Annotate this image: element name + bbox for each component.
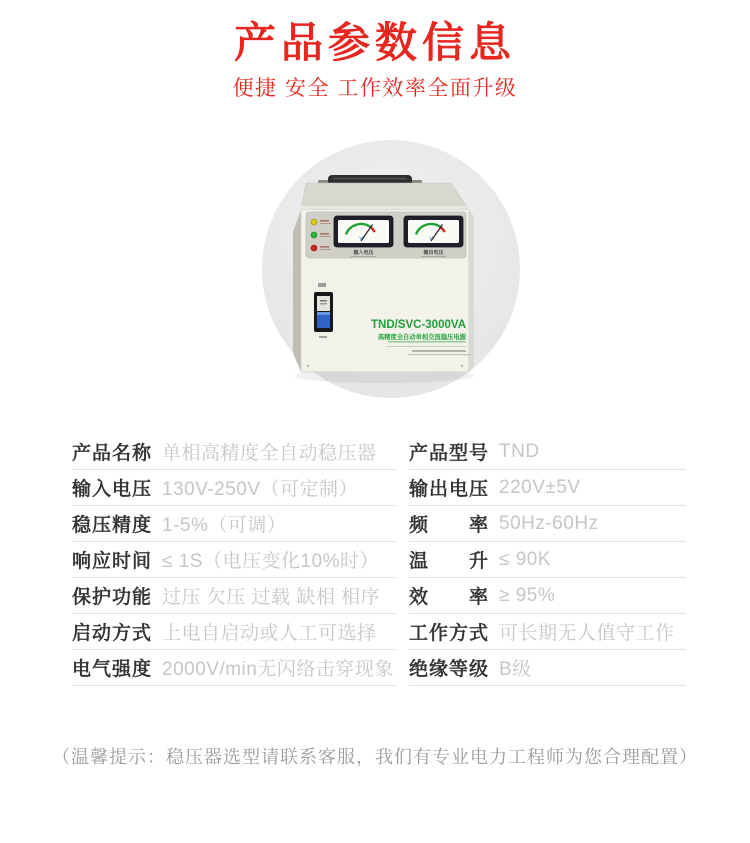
spec-cell-right xyxy=(409,470,686,506)
spec-label-left: 保护功能 xyxy=(72,587,153,608)
spec-cell-right xyxy=(409,542,686,578)
spec-table-row xyxy=(72,506,686,542)
meter-unit: V xyxy=(359,236,363,243)
spec-table xyxy=(72,434,686,686)
page-header xyxy=(0,0,750,100)
spec-label-right: 效 率 xyxy=(409,587,490,608)
indicator-led-green xyxy=(311,232,317,238)
device-left-face xyxy=(293,210,301,372)
product-photo-section xyxy=(0,140,750,398)
spec-table-row xyxy=(72,470,686,506)
spec-value-left: 过压 欠压 过载 缺相 相序 xyxy=(162,587,381,608)
output-meter-label: 输出电压 xyxy=(423,250,444,256)
spec-cell-right xyxy=(409,434,686,470)
footer-note: （温馨提示：稳压器选型请联系客服，我们有专业电力工程师为您合理配置） xyxy=(52,747,698,767)
spec-value-left: 单相高精度全自动稳压器 xyxy=(162,443,377,464)
indicator-led-yellow xyxy=(311,219,317,225)
device-right-face xyxy=(469,210,474,372)
spec-value-left: 130V-250V（可定制） xyxy=(162,479,359,500)
spec-value-left: 1-5%（可调） xyxy=(162,515,287,536)
spec-cell-left xyxy=(72,614,397,650)
spec-cell-left xyxy=(72,470,397,506)
spec-label-left: 响应时间 xyxy=(72,551,153,572)
spec-label-right: 温 升 xyxy=(409,551,490,572)
spec-label-left: 电气强度 xyxy=(72,659,153,680)
input-meter-label: 输入电压 xyxy=(353,250,374,256)
device-top-face xyxy=(301,183,469,210)
spec-label-left: 产品名称 xyxy=(72,443,153,464)
spec-cell-right xyxy=(409,614,686,650)
spec-cell-left xyxy=(72,650,397,686)
spec-label-right: 输出电压 xyxy=(409,479,490,500)
model-subtitle: 高精度全自动单相交流稳压电源 xyxy=(377,334,466,341)
page-title: 产品参数信息 xyxy=(233,19,516,66)
spec-value-right: 50Hz-60Hz xyxy=(499,512,599,534)
spec-cell-left xyxy=(72,578,397,614)
spec-value-right: ≤ 90K xyxy=(499,548,552,570)
model-label: TND/SVC-3000VA xyxy=(370,319,466,331)
spec-value-right: 可长期无人值守工作 xyxy=(499,623,675,644)
spec-cell-right xyxy=(409,578,686,614)
indicator-led-red xyxy=(311,245,317,251)
spec-label-right: 工作方式 xyxy=(409,623,490,644)
spec-label-left: 输入电压 xyxy=(72,479,153,500)
spec-cell-right xyxy=(409,650,686,686)
manufacturer-subtext-smudge xyxy=(408,354,470,355)
spec-cell-left xyxy=(72,506,397,542)
page-subtitle: 便捷 安全 工作效率全面升级 xyxy=(232,77,518,100)
product-photo-circle xyxy=(262,140,520,398)
spec-value-right: 220V±5V xyxy=(499,476,581,498)
spec-cell-left xyxy=(72,542,397,578)
manufacturer-text-smudge xyxy=(412,350,466,352)
spec-table-row xyxy=(72,434,686,470)
spec-value-right: ≥ 95% xyxy=(499,584,556,606)
spec-label-left: 稳压精度 xyxy=(72,515,153,536)
spec-value-left: ≤ 1S（电压变化10%时） xyxy=(162,551,379,572)
spec-label-left: 启动方式 xyxy=(72,623,153,644)
spec-value-right: TND xyxy=(499,440,540,462)
voltage-stabilizer-illustration xyxy=(262,140,520,398)
spec-value-left: 2000V/min无闪络击穿现象 xyxy=(162,659,394,680)
spec-label-right: 产品型号 xyxy=(409,443,490,464)
spec-value-left: 上电自启动或人工可选择 xyxy=(162,623,377,644)
spec-table-row xyxy=(72,578,686,614)
meter-unit: V xyxy=(429,236,433,243)
spec-table-row xyxy=(72,650,686,686)
spec-cell-left xyxy=(72,434,397,470)
spec-label-right: 绝缘等级 xyxy=(409,659,490,680)
spec-table-row xyxy=(72,542,686,578)
spec-value-right: B级 xyxy=(499,659,532,680)
spec-cell-right xyxy=(409,506,686,542)
device-top-lip xyxy=(301,206,469,210)
spec-label-right: 频 率 xyxy=(409,515,490,536)
spec-table-row xyxy=(72,614,686,650)
